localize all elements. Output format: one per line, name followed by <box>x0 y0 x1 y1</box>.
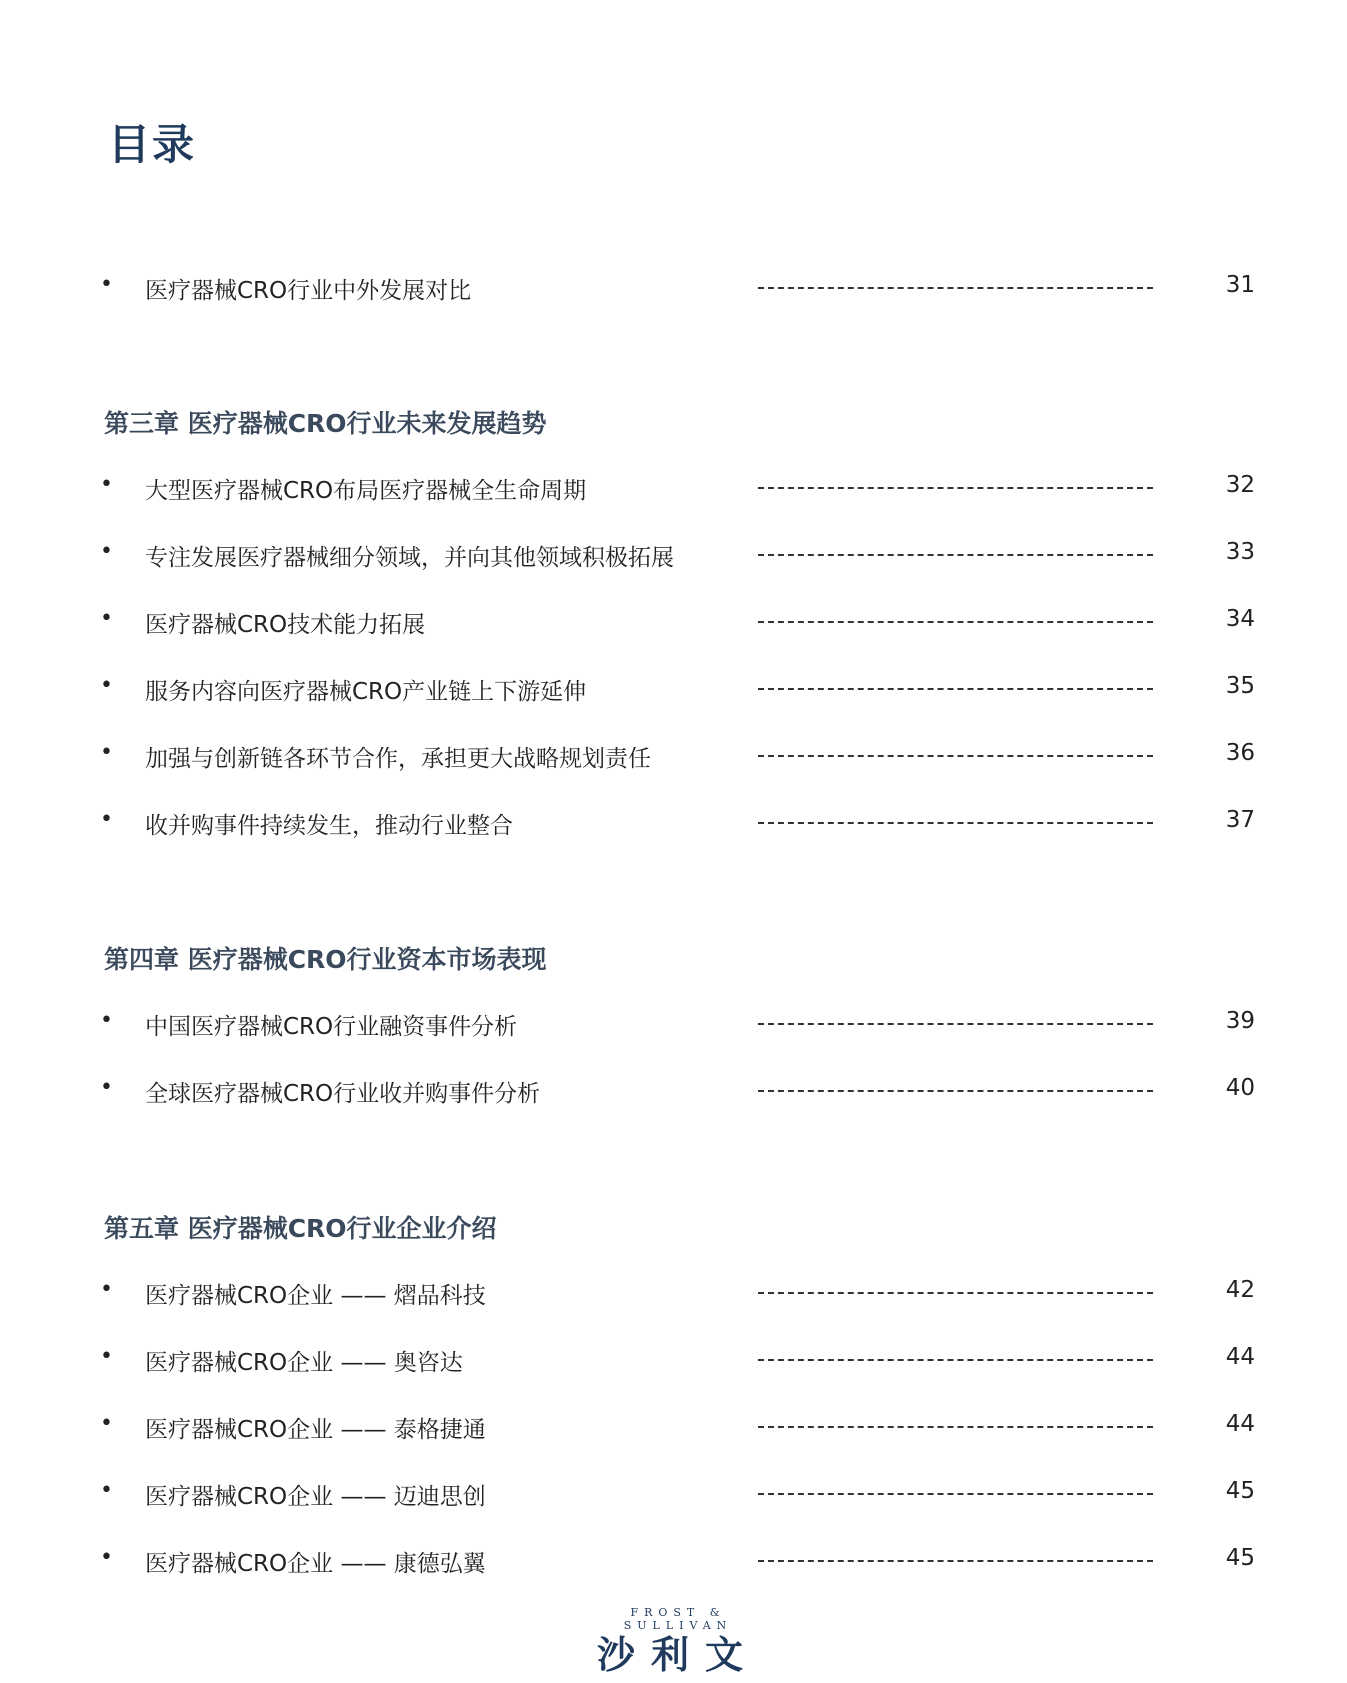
toc-entry-page: 34 <box>1225 606 1255 632</box>
toc-entry-page: 35 <box>1225 673 1255 699</box>
toc-entry-label: 医疗器械CRO企业 —— 奥咨达 <box>145 1350 463 1376</box>
toc-entry-page: 40 <box>1225 1075 1255 1101</box>
toc-entry[interactable] <box>0 600 1347 644</box>
logo-chinese-text: 沙利文 <box>596 1633 759 1677</box>
toc-entry-page: 37 <box>1225 807 1255 833</box>
chapter-heading-4: 第四章 医疗器械CRO行业资本市场表现 <box>104 945 547 974</box>
toc-entry[interactable] <box>0 1405 1347 1449</box>
toc-entry-label: 专注发展医疗器械细分领域，并向其他领域积极拓展 <box>145 545 674 571</box>
bullet: • <box>100 1545 113 1570</box>
toc-entry-label: 中国医疗器械CRO行业融资事件分析 <box>145 1014 518 1040</box>
toc-entry[interactable] <box>0 1069 1347 1113</box>
toc-entry-label: 医疗器械CRO企业 —— 迈迪思创 <box>145 1484 486 1510</box>
toc-entry[interactable] <box>0 1271 1347 1315</box>
toc-entry[interactable] <box>0 266 1347 310</box>
bullet: • <box>100 807 113 832</box>
bullet: • <box>100 272 113 297</box>
toc-entry[interactable] <box>0 667 1347 711</box>
toc-entry-label: 加强与创新链各环节合作，承担更大战略规划责任 <box>145 746 651 772</box>
chapter-heading-5: 第五章 医疗器械CRO行业企业介绍 <box>104 1214 497 1243</box>
toc-entry-label: 医疗器械CRO企业 —— 熠品科技 <box>145 1283 486 1309</box>
toc-entry-page: 45 <box>1225 1545 1255 1571</box>
toc-entry-page: 31 <box>1225 272 1255 298</box>
toc-entry[interactable] <box>0 1472 1347 1516</box>
toc-entry-label: 全球医疗器械CRO行业收并购事件分析 <box>145 1081 541 1107</box>
bullet: • <box>100 1008 113 1033</box>
bullet: • <box>100 1277 113 1302</box>
toc-entry-page: 42 <box>1225 1277 1255 1303</box>
bullet: • <box>100 1344 113 1369</box>
toc-entry-page: 36 <box>1225 740 1255 766</box>
toc-entry[interactable] <box>0 1002 1347 1046</box>
toc-entry-label: 服务内容向医疗器械CRO产业链上下游延伸 <box>145 679 587 705</box>
toc-entry[interactable] <box>0 801 1347 845</box>
leader-dots <box>758 554 1153 556</box>
toc-entry[interactable] <box>0 1539 1347 1583</box>
bullet: • <box>100 740 113 765</box>
frost-sullivan-logo <box>573 1606 783 1676</box>
logo-english-text: FROST & SULLIVAN <box>623 1606 733 1632</box>
bullet: • <box>100 539 113 564</box>
leader-dots <box>758 755 1153 757</box>
toc-entry-page: 45 <box>1225 1478 1255 1504</box>
toc-entry[interactable] <box>0 734 1347 778</box>
leader-dots <box>758 1426 1153 1428</box>
toc-entry-label: 医疗器械CRO企业 —— 康德弘翼 <box>145 1551 486 1577</box>
toc-entry-page: 33 <box>1225 539 1255 565</box>
bullet: • <box>100 673 113 698</box>
toc-entry-label: 医疗器械CRO技术能力拓展 <box>145 612 426 638</box>
leader-dots <box>758 1023 1153 1025</box>
toc-entry-label: 医疗器械CRO企业 —— 泰格捷通 <box>145 1417 486 1443</box>
leader-dots <box>758 287 1153 289</box>
bullet: • <box>100 1075 113 1100</box>
toc-entry-label: 医疗器械CRO行业中外发展对比 <box>145 278 472 304</box>
leader-dots <box>758 621 1153 623</box>
toc-entry-page: 32 <box>1225 472 1255 498</box>
toc-entry-page: 44 <box>1225 1411 1255 1437</box>
toc-entry-label: 大型医疗器械CRO布局医疗器械全生命周期 <box>145 478 587 504</box>
toc-entry[interactable] <box>0 533 1347 577</box>
leader-dots <box>758 1090 1153 1092</box>
toc-entry[interactable] <box>0 1338 1347 1382</box>
toc-entry-page: 44 <box>1225 1344 1255 1370</box>
leader-dots <box>758 1560 1153 1562</box>
leader-dots <box>758 1292 1153 1294</box>
leader-dots <box>758 487 1153 489</box>
toc-entry-label: 收并购事件持续发生，推动行业整合 <box>145 813 513 839</box>
toc-entry-page: 39 <box>1225 1008 1255 1034</box>
page-title: 目录 <box>108 120 197 169</box>
leader-dots <box>758 1359 1153 1361</box>
bullet: • <box>100 1478 113 1503</box>
leader-dots <box>758 822 1153 824</box>
bullet: • <box>100 472 113 497</box>
leader-dots <box>758 1493 1153 1495</box>
chapter-heading-3: 第三章 医疗器械CRO行业未来发展趋势 <box>104 409 547 438</box>
bullet: • <box>100 606 113 631</box>
bullet: • <box>100 1411 113 1436</box>
leader-dots <box>758 688 1153 690</box>
toc-entry[interactable] <box>0 466 1347 510</box>
